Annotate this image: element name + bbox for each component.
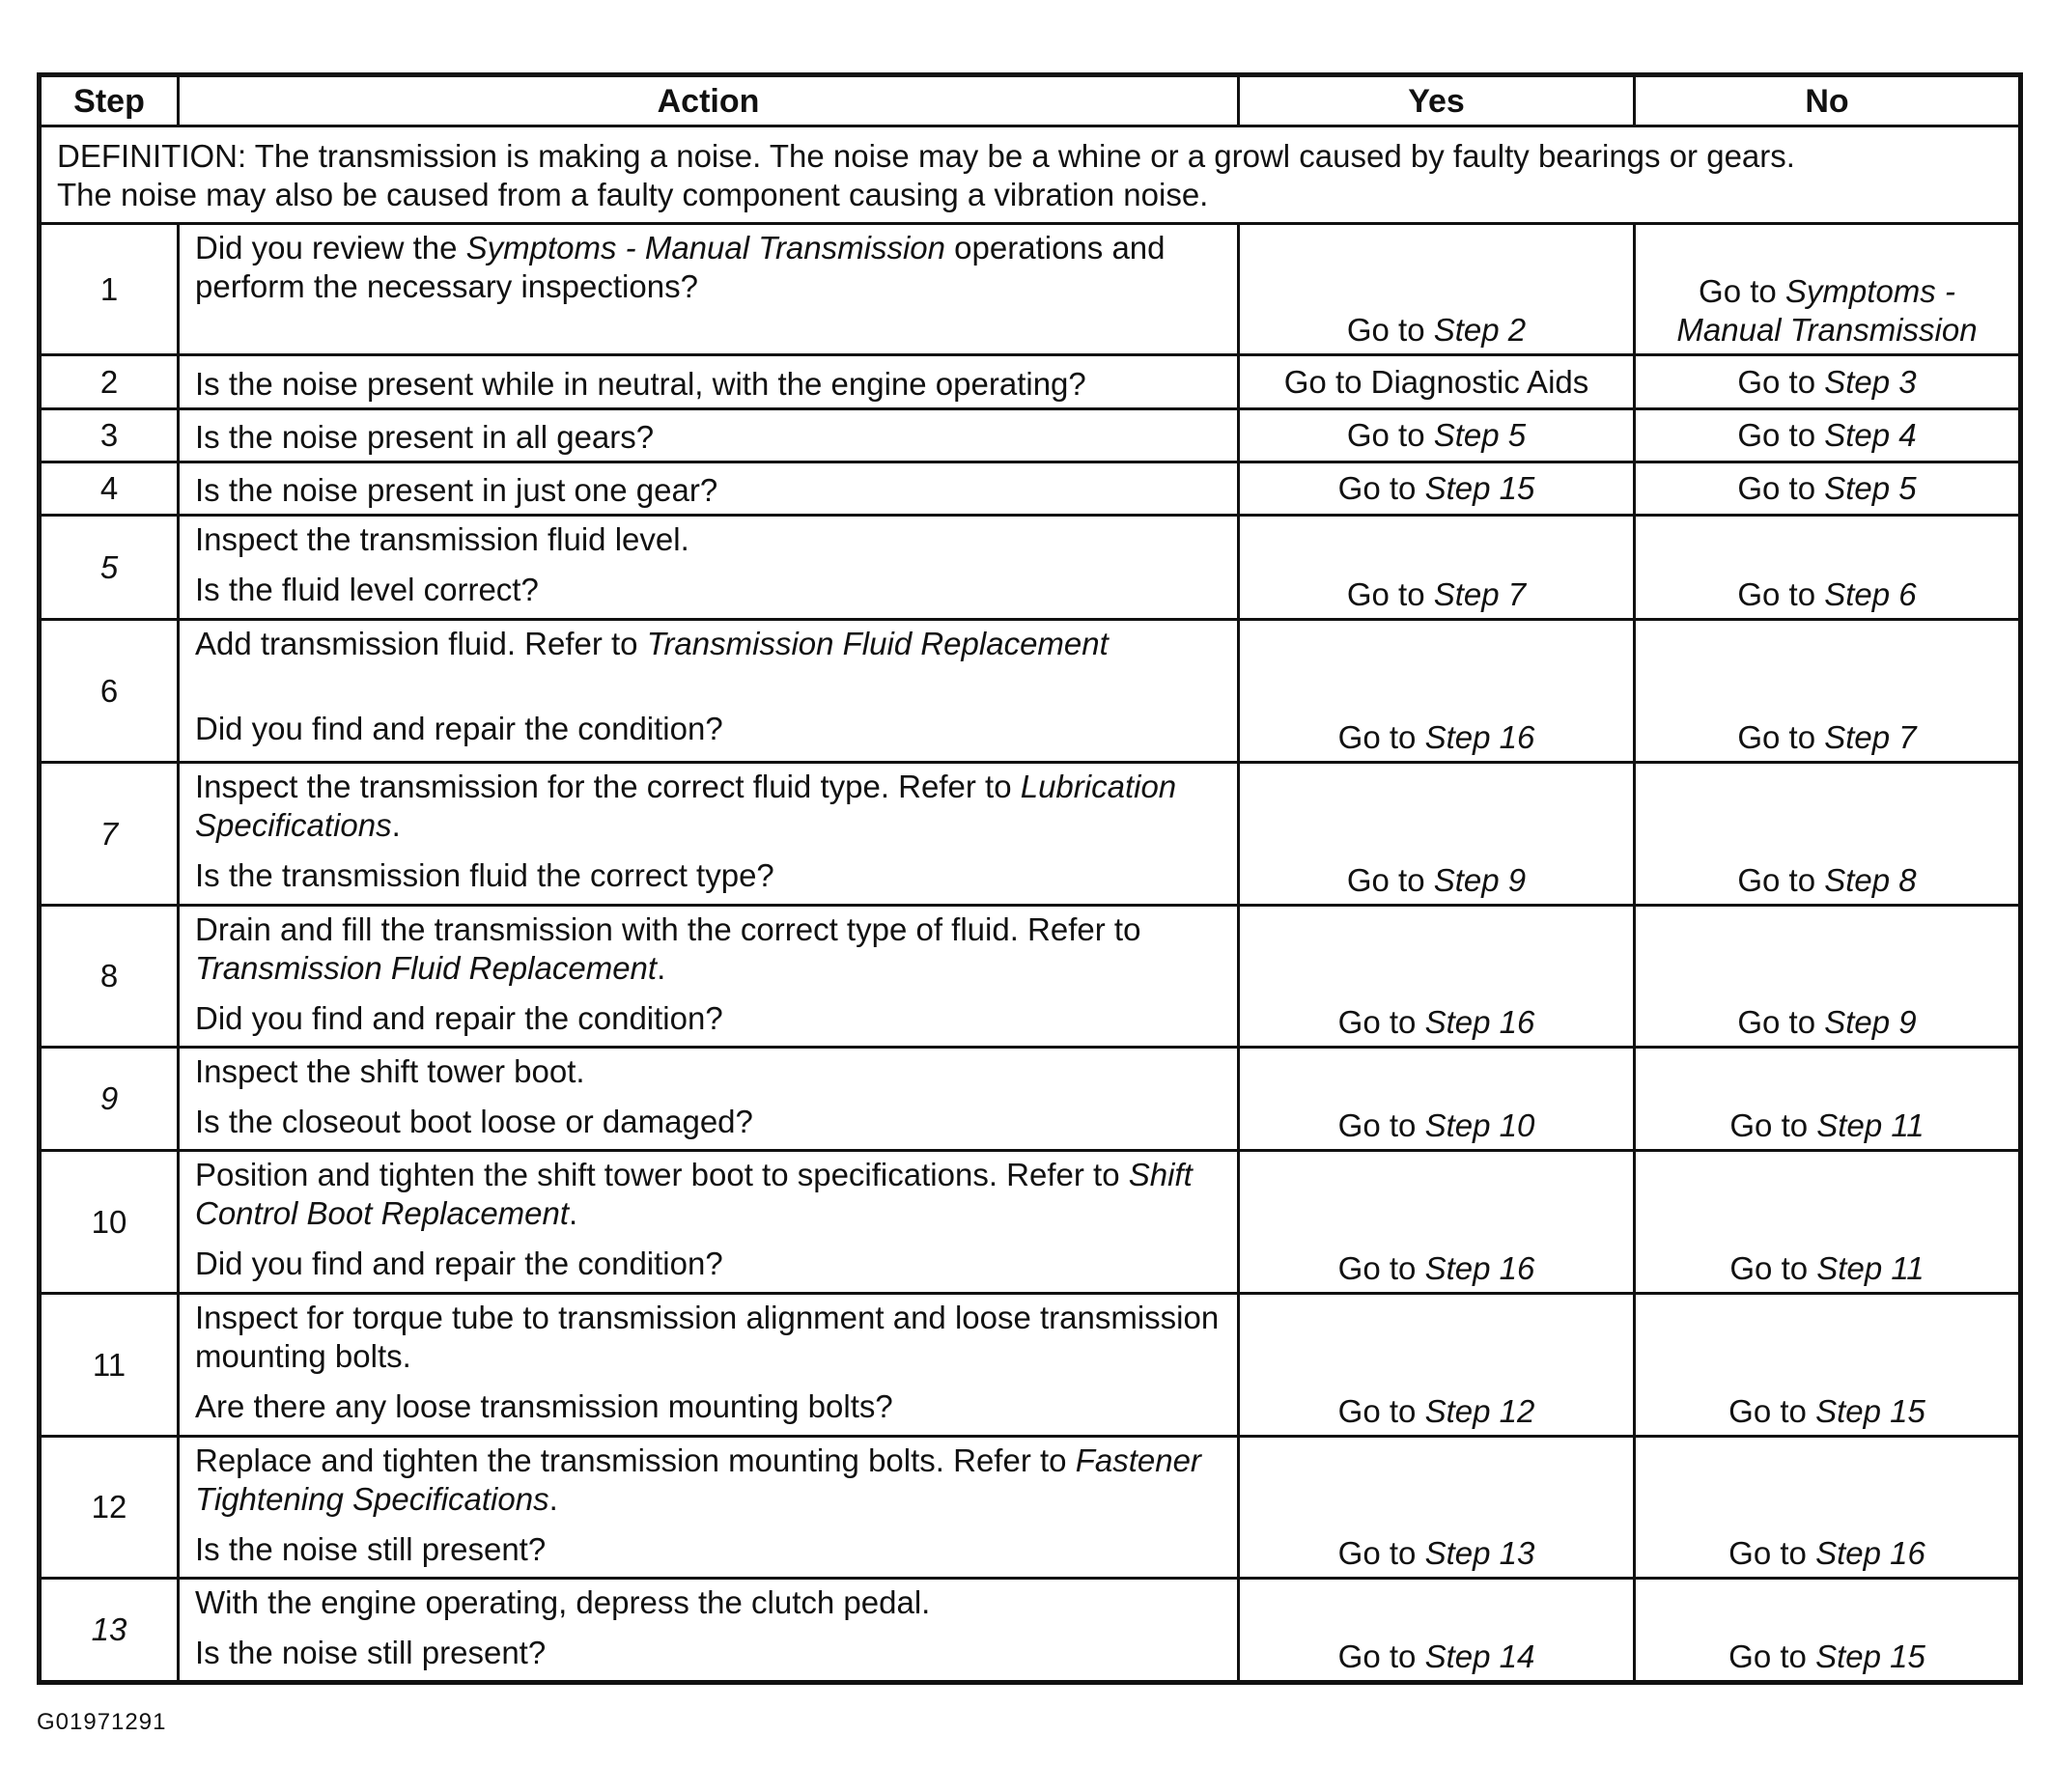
figure-id: G01971291 xyxy=(37,1709,167,1735)
action-text: . xyxy=(391,807,401,843)
goto-text: Go to xyxy=(1337,719,1417,755)
yes-cell xyxy=(1239,1048,1635,1151)
no-step-ref: Step 8 xyxy=(1824,862,1917,898)
step-number: 7 xyxy=(40,763,179,906)
goto-text: Go to xyxy=(1737,470,1816,506)
yes-cell xyxy=(1239,763,1635,906)
action-text: Position and tighten the shift tower boot to specifications. Refer to xyxy=(195,1157,1129,1192)
goto-text: Go to xyxy=(1737,417,1816,453)
action-question: Is the noise still present? xyxy=(195,1635,547,1670)
table-row xyxy=(40,1294,2021,1437)
no-step-ref: Step 16 xyxy=(1815,1535,1925,1571)
action-ref: Lubrication Specifications xyxy=(195,769,1177,843)
header-step: Step xyxy=(40,75,179,126)
definition-line-2: The noise may also be caused from a faulty component causing a vibration noise. xyxy=(57,177,1209,212)
no-step-ref: Step 6 xyxy=(1824,576,1917,612)
yes-cell xyxy=(1239,224,1635,355)
table-row xyxy=(40,1579,2021,1683)
table-row xyxy=(40,355,2021,409)
no-step-ref: Step 7 xyxy=(1824,719,1917,755)
no-step-ref: Step 11 xyxy=(1816,1250,1925,1286)
step-number: 11 xyxy=(40,1294,179,1437)
goto-text: Go to xyxy=(1728,1535,1807,1571)
yes-step-ref: Step 16 xyxy=(1424,1250,1535,1286)
header-no: No xyxy=(1635,75,2021,126)
table-row xyxy=(40,906,2021,1048)
yes-cell xyxy=(1239,620,1635,763)
step-number: 6 xyxy=(40,620,179,763)
yes-step-ref: Step 14 xyxy=(1424,1638,1535,1674)
no-cell xyxy=(1635,763,2021,906)
action-cell xyxy=(179,1048,1239,1151)
no-step-ref: Step 9 xyxy=(1824,1004,1917,1040)
yes-cell xyxy=(1239,409,1635,462)
yes-cell xyxy=(1239,516,1635,620)
action-text: Add transmission fluid. Refer to xyxy=(195,626,647,661)
yes-cell xyxy=(1239,1294,1635,1437)
step-number: 4 xyxy=(40,462,179,516)
no-step-ref: Step 4 xyxy=(1824,417,1917,453)
yes-cell xyxy=(1239,1151,1635,1294)
yes-step-ref: Step 16 xyxy=(1424,719,1535,755)
action-text: Did you review the xyxy=(195,230,466,266)
action-cell xyxy=(179,763,1239,906)
goto-text: Go to xyxy=(1737,363,1816,400)
step-number: 12 xyxy=(40,1437,179,1579)
action-text: With the engine operating, depress the clutch pedal. xyxy=(195,1584,931,1620)
no-cell xyxy=(1635,462,2021,516)
no-step-ref: Step 15 xyxy=(1815,1393,1925,1429)
action-ref: Transmission Fluid Replacement xyxy=(646,626,1109,661)
action-cell xyxy=(179,906,1239,1048)
yes-step-ref: Step 9 xyxy=(1433,862,1527,898)
goto-text: Go to xyxy=(1737,576,1816,612)
action-ref: Symptoms - Manual Transmission xyxy=(465,230,945,266)
action-ref: Shift Control Boot Replacement xyxy=(195,1157,1193,1231)
action-question: Is the fluid level correct? xyxy=(195,572,539,607)
yes-step-ref: Step 13 xyxy=(1424,1535,1535,1571)
action-question: Are there any loose transmission mounting bolts? xyxy=(195,1388,893,1424)
yes-step-ref: Step 12 xyxy=(1424,1393,1535,1429)
no-step-ref: Step 15 xyxy=(1815,1638,1925,1674)
table-row xyxy=(40,224,2021,355)
no-cell xyxy=(1635,355,2021,409)
no-step-ref: Step 5 xyxy=(1824,470,1917,506)
diagnostic-table xyxy=(37,72,2023,1685)
goto-text: Go to xyxy=(1728,1393,1807,1429)
no-cell xyxy=(1635,1048,2021,1151)
header-action: Action xyxy=(179,75,1239,126)
action-cell: Is the noise present in just one gear? xyxy=(179,462,1239,516)
no-cell xyxy=(1635,1294,2021,1437)
no-step-ref: Step 3 xyxy=(1824,363,1917,400)
goto-text: Go to xyxy=(1346,576,1425,612)
table-row xyxy=(40,1437,2021,1579)
step-number: 1 xyxy=(40,224,179,355)
yes-cell xyxy=(1239,1579,1635,1683)
yes-cell xyxy=(1239,906,1635,1048)
action-cell: Is the noise present while in neutral, with the engine operating? xyxy=(179,355,1239,409)
goto-text: Go to xyxy=(1699,273,1777,309)
yes-cell xyxy=(1239,1437,1635,1579)
no-cell xyxy=(1635,620,2021,763)
action-ref: Fastener Tightening Specifications xyxy=(195,1442,1201,1517)
yes-step-ref: Step 7 xyxy=(1433,576,1527,612)
step-number: 8 xyxy=(40,906,179,1048)
step-number: 9 xyxy=(40,1048,179,1151)
action-cell xyxy=(179,1294,1239,1437)
goto-text: Go to xyxy=(1346,862,1425,898)
yes-step-ref: Step 5 xyxy=(1433,417,1527,453)
action-ref: Transmission Fluid Replacement xyxy=(195,950,658,986)
action-text: . xyxy=(548,1481,558,1517)
table-row xyxy=(40,462,2021,516)
goto-text: Go to xyxy=(1337,470,1417,506)
action-text: Drain and fill the transmission with the correct type of fluid. Refer to xyxy=(195,911,1141,947)
header-row xyxy=(40,75,2021,126)
goto-text: Go to xyxy=(1346,417,1425,453)
goto-text: Go to xyxy=(1337,1107,1417,1143)
yes-step-ref: Step 10 xyxy=(1424,1107,1535,1143)
definition-line-1: DEFINITION: The transmission is making a noise. The noise may be a whine or a growl caused by faulty bearings or gears. xyxy=(57,138,1795,174)
step-number: 10 xyxy=(40,1151,179,1294)
step-number: 13 xyxy=(40,1579,179,1683)
goto-text: Go to xyxy=(1337,1004,1417,1040)
action-text: Inspect for torque tube to transmission alignment and loose transmission mounting bolts. xyxy=(195,1300,1220,1374)
header-yes: Yes xyxy=(1239,75,1635,126)
action-question: Did you find and repair the condition? xyxy=(195,1246,723,1281)
no-ref-line-1: Symptoms - xyxy=(1784,273,1955,309)
goto-text: Go to xyxy=(1337,1638,1417,1674)
yes-step-ref: Step 16 xyxy=(1424,1004,1535,1040)
action-cell xyxy=(179,620,1239,763)
action-question: Is the closeout boot loose or damaged? xyxy=(195,1104,753,1139)
no-cell xyxy=(1635,1437,2021,1579)
action-text: operations and perform the necessary inspections? xyxy=(195,230,1166,304)
yes-cell: Go to Diagnostic Aids xyxy=(1239,355,1635,409)
no-cell xyxy=(1635,409,2021,462)
no-step-ref: Step 11 xyxy=(1816,1107,1925,1143)
action-text: Replace and tighten the transmission mounting bolts. Refer to xyxy=(195,1442,1076,1478)
goto-text: Go to xyxy=(1729,1250,1809,1286)
action-cell: Is the noise present in all gears? xyxy=(179,409,1239,462)
yes-step-ref: Step 15 xyxy=(1424,470,1535,506)
goto-text: Go to xyxy=(1337,1250,1417,1286)
table-row xyxy=(40,620,2021,763)
no-ref-line-2: Manual Transmission xyxy=(1676,312,1978,348)
no-cell xyxy=(1635,1579,2021,1683)
goto-text: Go to xyxy=(1737,862,1816,898)
no-cell xyxy=(1635,1151,2021,1294)
action-text: Inspect the transmission for the correct fluid type. Refer to xyxy=(195,769,1021,804)
action-cell xyxy=(179,1437,1239,1579)
action-cell xyxy=(179,516,1239,620)
table-row xyxy=(40,1151,2021,1294)
action-question: Is the transmission fluid the correct type? xyxy=(195,857,774,893)
no-cell xyxy=(1635,906,2021,1048)
yes-step-ref: Step 2 xyxy=(1433,312,1527,348)
action-question: Did you find and repair the condition? xyxy=(195,711,723,746)
goto-text: Go to xyxy=(1346,312,1425,348)
action-text: . xyxy=(657,950,666,986)
goto-text: Go to xyxy=(1737,1004,1816,1040)
no-cell xyxy=(1635,516,2021,620)
table-row xyxy=(40,1048,2021,1151)
table-row xyxy=(40,763,2021,906)
step-number: 5 xyxy=(40,516,179,620)
goto-text: Go to xyxy=(1737,719,1816,755)
yes-cell xyxy=(1239,462,1635,516)
action-cell xyxy=(179,224,1239,355)
goto-text: Go to xyxy=(1337,1393,1417,1429)
goto-text: Go to xyxy=(1337,1535,1417,1571)
goto-text: Go to xyxy=(1729,1107,1809,1143)
action-cell xyxy=(179,1579,1239,1683)
step-number: 2 xyxy=(40,355,179,409)
no-cell xyxy=(1635,224,2021,355)
definition-cell xyxy=(40,126,2021,224)
action-question: Is the noise still present? xyxy=(195,1531,547,1567)
action-text: Inspect the transmission fluid level. xyxy=(195,521,689,557)
action-text: Inspect the shift tower boot. xyxy=(195,1053,585,1089)
definition-row xyxy=(40,126,2021,224)
goto-text: Go to xyxy=(1728,1638,1807,1674)
table-row xyxy=(40,516,2021,620)
action-question: Did you find and repair the condition? xyxy=(195,1000,723,1036)
action-text: . xyxy=(569,1195,578,1231)
action-cell xyxy=(179,1151,1239,1294)
table-row xyxy=(40,409,2021,462)
step-number: 3 xyxy=(40,409,179,462)
